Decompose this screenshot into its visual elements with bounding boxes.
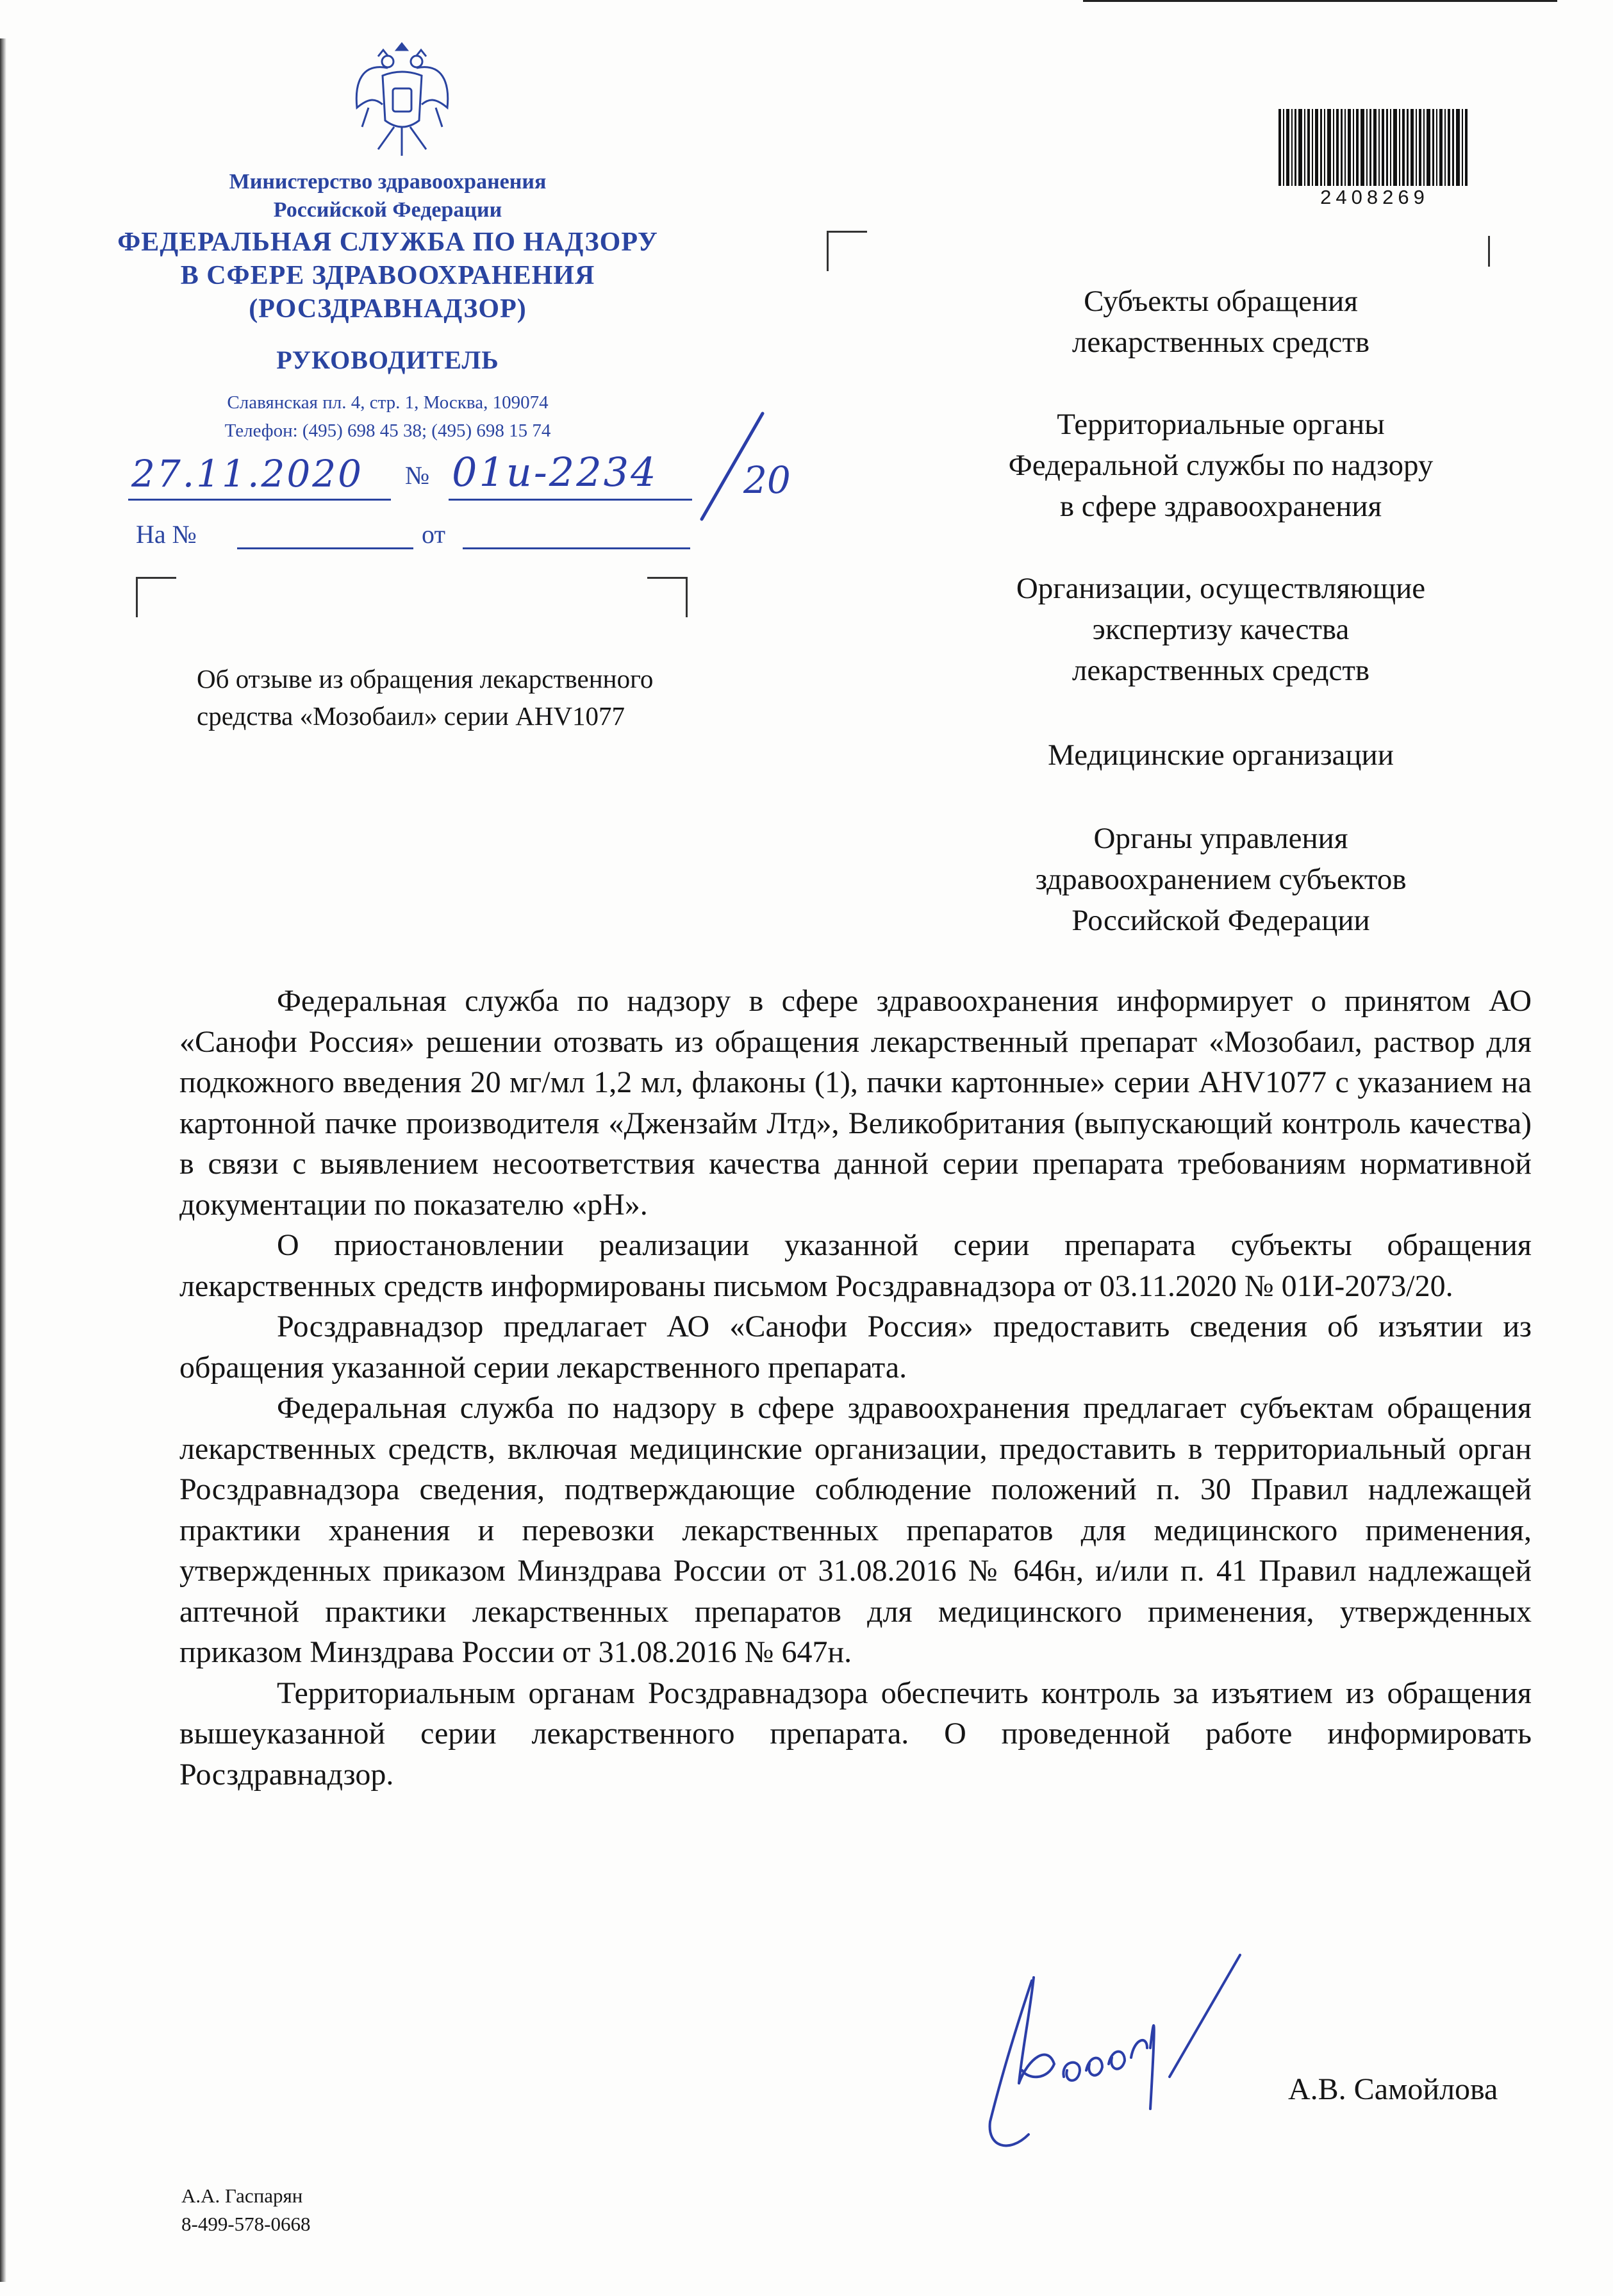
body-paragraph-1: Федеральная служба по надзору в сфере здравоохранения информирует о принятом АО «Санофи Россия» решении отозвать из обращения лекарственный препарат «Мозобаил, раствор для подкожного введения 20 мг/мл 1,2 мл, флаконы (1), пачки картонные» серии AHV1077 с указанием на картонной пачке производителя «Джензайм Лтд», Великобритания (выпускающий контроль качества) в связи с выявлением несоответствия качества данной серии препарата требованиям нормативной документации по показателю «рН». (179, 984, 1532, 1222)
subject-line-2: средства «Мозобаил» серии AHV1077 (197, 701, 625, 731)
addressee-line: лекарственных средств (1071, 654, 1370, 687)
scan-top-edge (1083, 0, 1557, 2)
addressee-group-5 (884, 818, 1557, 941)
subject-corner-right (647, 577, 688, 617)
signer-name: А.В. Самойлова (1288, 2072, 1498, 2106)
head-title: РУКОВОДИТЕЛЬ (276, 345, 499, 374)
addressee-line: здравоохранением субъектов (1035, 863, 1407, 896)
ministry-line-2: Российской Федерации (273, 198, 502, 222)
date-underline (128, 499, 391, 501)
handwritten-signature (958, 1942, 1259, 2160)
addressee-line: Организации, осуществляющие (1016, 572, 1426, 605)
subject-line-1: Об отзыве из обращения лекарственного (197, 664, 654, 694)
addressee-line: лекарственных средств (1071, 326, 1370, 359)
body-paragraph-4: Федеральная служба по надзору в сфере здравоохранения предлагает субъектам обращения лекарственных средств, включая медицинские организации, предоставить в территориальный орган Росздравнадзора сведения, подтверждающие соблюдение положений п. 30 Правил надлежащей практики хранения и перевозки лекарственных препаратов для медицинского применения, утвержденных приказом Минздрава России от 31.08.2016 № 646н, и/или п. 41 Правил надлежащей аптечной практики лекарственных препаратов для медицинского применения, утвержденных приказом Минздрава России от 31.08.2016 № 647н. (179, 1391, 1532, 1669)
reference-number-label: На № (136, 520, 197, 549)
ministry-line-1: Министерство здравоохранения (229, 170, 547, 194)
reference-from-label: от (422, 520, 445, 549)
addressee-group-1 (884, 281, 1557, 363)
addressee-group-4 (884, 735, 1557, 776)
agency-address: Славянская пл. 4, стр. 1, Москва, 109074 (227, 392, 549, 413)
agency-line-1: ФЕДЕРАЛЬНАЯ СЛУЖБА ПО НАДЗОРУ (117, 228, 658, 257)
addressee-group-3 (884, 568, 1557, 691)
addressee-line: Органы управления (1093, 822, 1348, 855)
reference-number-line (237, 547, 413, 549)
subject-corner-left (136, 577, 176, 617)
scan-left-edge (0, 38, 6, 2282)
addressee-line: Федеральной службы по надзору (1008, 449, 1434, 482)
barcode (1278, 109, 1471, 186)
barcode-number: 2408269 (1320, 186, 1429, 208)
executor-info (181, 2182, 310, 2238)
addressee-line: в сфере здравоохранения (1059, 490, 1382, 523)
agency-line-2: В СФЕРЕ ЗДРАВООХРАНЕНИЯ (180, 261, 595, 290)
agency-name (90, 226, 686, 326)
body-paragraph-5: Территориальным органам Росздравнадзора обеспечить контроль за изъятием из обращения вышеуказанной серии лекарственного препарата. О проведенной работе информировать Росздравнадзор. (179, 1676, 1532, 1792)
handwritten-number: 01и-2234 (452, 449, 658, 495)
coat-of-arms-icon (349, 37, 455, 165)
handwritten-number-suffix: 20 (743, 458, 791, 502)
agency-phone: Телефон: (495) 698 45 38; (495) 698 15 74 (224, 420, 551, 441)
addressee-line: экспертизу качества (1092, 613, 1350, 646)
agency-line-3: (РОСЗДРАВНАДЗОР) (249, 294, 527, 324)
addressee-line: Российской Федерации (1071, 904, 1370, 937)
addressee-corner-left (827, 231, 867, 271)
reference-from-line (463, 547, 690, 549)
executor-name: А.А. Гаспарян (181, 2184, 303, 2207)
executor-phone: 8-499-578-0668 (181, 2213, 311, 2235)
number-sign: № (405, 461, 430, 490)
letter-subject (197, 660, 773, 735)
body-paragraph-2: О приостановлении реализации указанной серии препарата субъекты обращения лекарственных средств информированы письмом Росздравнадзора от 03.11.2020 № 01И-2073/20. (179, 1228, 1532, 1303)
addressee-line: Субъекты обращения (1084, 285, 1358, 318)
letter-body (179, 981, 1532, 1795)
number-underline (449, 499, 692, 501)
body-paragraph-3: Росздравнадзор предлагает АО «Санофи Россия» предоставить сведения об изъятии из обращения указанной серии лекарственного препарата. (179, 1310, 1532, 1385)
ministry-name (90, 168, 686, 224)
addressee-group-2 (884, 404, 1557, 527)
addressee-line: Территориальные органы (1057, 408, 1385, 441)
addressee-line: Медицинские организации (1048, 738, 1394, 772)
addressee-corner-right (1488, 236, 1490, 267)
handwritten-date: 27.11.2020 (131, 452, 364, 495)
